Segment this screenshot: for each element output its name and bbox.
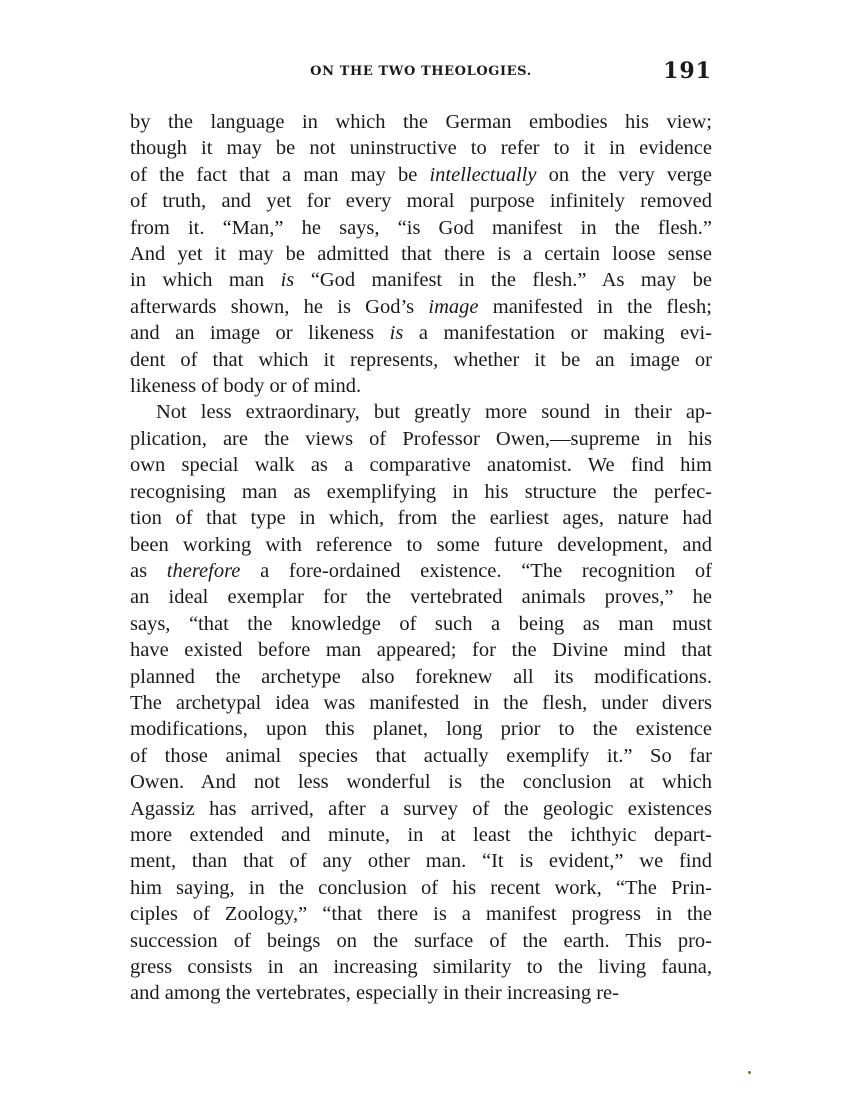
text-line: [130, 584, 712, 610]
running-title: ON THE TWO THEOLOGIES.: [310, 64, 532, 79]
text-segment: of truth, and yet for every moral purpose infinitely removed: [130, 190, 712, 213]
text-segment: The archetypal idea was manifested in the flesh, under divers: [130, 691, 712, 714]
page-number: 191: [663, 58, 712, 84]
text-segment: and an image or likeness: [130, 322, 390, 345]
text-line: [130, 215, 712, 241]
text-segment: from it. “Man,” he says, “is God manifest in the flesh.”: [130, 216, 712, 239]
text-line: [130, 373, 712, 399]
text-segment: Agassiz has arrived, after a survey of the geologic existences: [130, 797, 712, 820]
text-segment: afterwards shown, he is God’s: [130, 295, 429, 318]
text-line: [130, 399, 712, 425]
text-line: [130, 162, 712, 188]
text-line: [130, 769, 712, 795]
text-segment: recognising man as exemplifying in his structure the perfec-: [130, 480, 712, 503]
text-segment: by the language in which the German embodies his view;: [130, 111, 712, 133]
text-segment: a fore-ordained existence. “The recognition of: [240, 559, 713, 582]
text-line: [130, 241, 712, 267]
text-segment: likeness of body or of mind.: [130, 375, 362, 398]
text-line: [130, 532, 712, 558]
italic-text: image: [428, 295, 479, 318]
text-line: [130, 558, 712, 584]
italic-text: intellectually: [429, 163, 537, 186]
text-line: [130, 716, 712, 742]
text-line: [130, 848, 712, 874]
text-segment: ciples of Zoology,” “that there is a manifest progress in the: [130, 903, 712, 926]
text-segment: been working with reference to some future development, and: [130, 533, 712, 556]
body-text: [130, 109, 712, 1007]
text-segment: Not less extraordinary, but greatly more sound in their ap-: [156, 401, 712, 424]
paper-speck: [748, 1071, 751, 1074]
text-segment: have existed before man appeared; for the Divine mind that: [130, 639, 712, 662]
text-segment: on the very verge: [536, 163, 713, 186]
text-segment: as: [130, 559, 167, 582]
text-segment: Owen. And not less wonderful is the conclusion at which: [130, 771, 712, 794]
text-segment: an ideal exemplar for the vertebrated animals proves,” he: [130, 586, 712, 609]
text-line: [130, 479, 712, 505]
text-line: [130, 690, 712, 716]
text-segment: in which man: [130, 269, 281, 292]
text-segment: and among the vertebrates, especially in their increasing re-: [130, 982, 619, 1005]
text-line: [130, 796, 712, 822]
text-segment: of the fact that a man may be: [130, 163, 430, 186]
text-line: [130, 664, 712, 690]
text-line: [130, 954, 712, 980]
text-line: [130, 347, 712, 373]
italic-text: therefore: [166, 559, 241, 582]
text-line: [130, 109, 712, 135]
text-line: [130, 320, 712, 346]
text-line: [130, 980, 712, 1006]
text-segment: planned the archetype also foreknew all its modifications.: [130, 665, 712, 688]
italic-text: is: [280, 269, 295, 292]
text-segment: gress consists in an increasing similarity to the living fauna,: [130, 956, 712, 978]
text-segment: though it may be not uninstructive to refer to it in evidence: [130, 137, 712, 160]
paragraph: [130, 109, 712, 399]
text-line: [130, 426, 712, 452]
italic-text: is: [389, 322, 404, 345]
text-segment: succession of beings on the surface of the earth. This pro-: [130, 929, 712, 952]
text-line: [130, 135, 712, 161]
text-segment: says, “that the knowledge of such a being as man must: [130, 612, 712, 635]
text-line: [130, 294, 712, 320]
text-segment: And yet it may be admitted that there is a certain loose sense: [130, 243, 712, 266]
paragraph: [130, 399, 712, 1006]
text-line: [130, 901, 712, 927]
text-segment: manifested in the flesh;: [478, 295, 712, 318]
text-line: [130, 822, 712, 848]
text-segment: tion of that type in which, from the earliest ages, nature had: [130, 507, 712, 530]
text-line: [130, 875, 712, 901]
text-segment: him saying, in the conclusion of his recent work, “The Prin-: [130, 876, 712, 899]
text-segment: dent of that which it represents, whether it be an image or: [130, 348, 712, 371]
text-line: [130, 267, 712, 293]
text-line: [130, 928, 712, 954]
text-segment: ment, than that of any other man. “It is evident,” we find: [130, 850, 712, 873]
text-segment: modifications, upon this planet, long prior to the existence: [130, 718, 712, 741]
text-segment: own special walk as a comparative anatomist. We find him: [130, 454, 712, 477]
text-segment: of those animal species that actually exemplify it.” So far: [130, 744, 712, 767]
text-segment: a manifestation or making evi-: [403, 322, 712, 345]
text-line: [130, 188, 712, 214]
text-line: [130, 637, 712, 663]
text-line: [130, 611, 712, 637]
text-line: [130, 452, 712, 478]
text-segment: plication, are the views of Professor Owen,—supreme in his: [130, 427, 712, 450]
text-line: [130, 743, 712, 769]
text-segment: more extended and minute, in at least the ichthyic depart-: [130, 823, 712, 846]
text-line: [130, 505, 712, 531]
page-header: [130, 60, 712, 90]
text-segment: “God manifest in the flesh.” As may be: [294, 269, 712, 292]
